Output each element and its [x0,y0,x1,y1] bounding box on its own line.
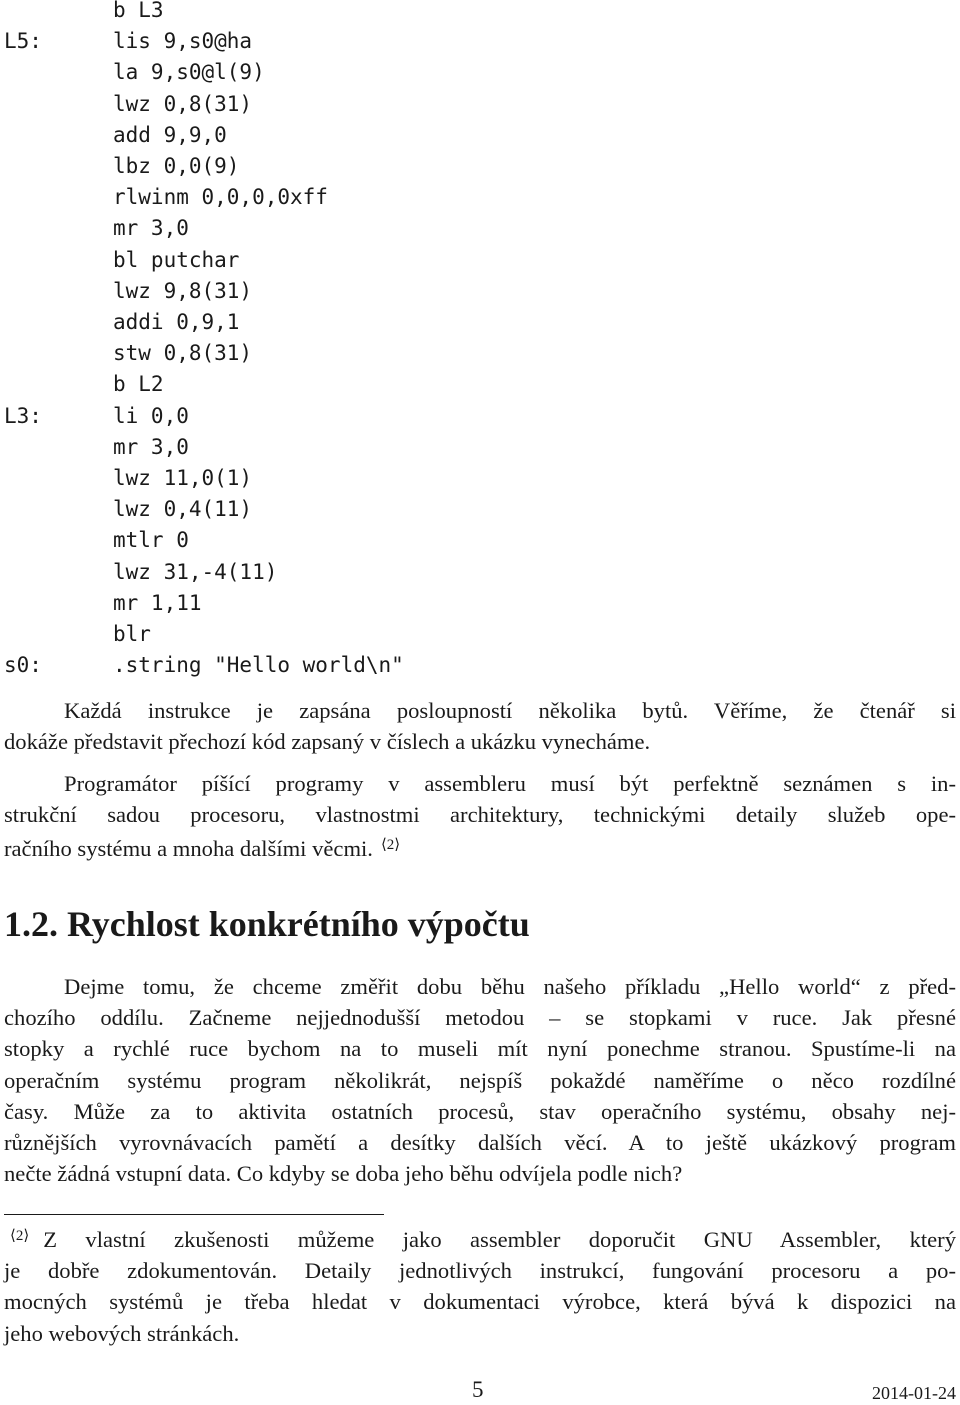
text-line: časy. Může za to aktivita ostatních procesů, stav operačního systému, obsahy nej- [4,1098,956,1124]
code-instruction: lwz 11,0(1) [113,466,253,490]
code-line [0,369,960,400]
code-instruction: b L3 [113,0,164,22]
text-line: Dejme tomu, že chceme změřit dobu běhu našeho příkladu „Hello world“ z před- [64,974,956,999]
code-label: s0: [4,653,42,678]
code-line [0,432,960,463]
code-line [0,557,960,588]
text-line [4,830,956,864]
code-instruction: lwz 0,8(31) [113,91,253,116]
code-line [0,57,960,88]
text-line: různějších vyrovnávacích pamětí a desítky dalších věcí. A to ještě ukázkový program [4,1130,956,1156]
code-line [0,245,960,276]
code-line [0,276,960,307]
code-line [0,588,960,619]
footnote-reference[interactable]: ⟨2⟩ [380,837,401,854]
text-line [4,1221,956,1255]
code-line [0,619,960,650]
code-instruction: mr 1,11 [113,590,202,615]
text-line: operačním systému program několikrát, nejspíš pokaždé naměříme o něco rozdílné [4,1067,956,1093]
code-instruction: lwz 9,8(31) [113,278,253,303]
code-instruction: la 9,s0@l(9) [113,60,265,85]
code-line [0,525,960,556]
code-instruction: add 9,9,0 [113,122,227,147]
code-instruction: blr [113,622,151,646]
code-instruction: lwz 31,-4(11) [113,559,278,584]
section-heading: 1.2. Rychlost konkrétního výpočtu [4,904,530,944]
code-instruction: mr 3,0 [113,434,189,459]
code-line [0,463,960,494]
code-line [0,338,960,369]
text-line: nečte žádná vstupní data. Co kdyby se doba jeho běhu odvíjela podle nich? [4,1161,683,1187]
code-instruction: rlwinm 0,0,0,0xff [113,185,328,210]
code-label: L5: [4,29,42,54]
code-line [0,151,960,182]
code-line [0,120,960,151]
text-line: stopky a rychlé ruce bychom na to museli mít nyní ponechme stranou. Spustíme-li na [4,1036,956,1062]
code-line [0,401,960,432]
text-line: jeho webových stránkách. [4,1320,240,1346]
footnote-marker: ⟨2⟩ [10,1228,30,1244]
code-instruction: stw 0,8(31) [113,341,253,366]
text-fragment: Z vlastní zkušenosti můžeme jako assembler doporučit GNU Assembler, který [43,1227,956,1252]
code-instruction: addi 0,9,1 [113,310,240,334]
code-line [0,307,960,338]
code-label: L3: [4,403,42,428]
code-line [0,650,960,681]
text-line: dokáže představit přechozí kód zapsaný v číslech a ukázku vynecháme. [4,729,651,755]
text-line: Programátor píšící programy v assembleru musí být perfektně seznámen s in- [64,771,956,796]
code-instruction: mr 3,0 [113,216,189,241]
code-line [0,213,960,244]
text-fragment: račního systému a mnoha dalšími věcmi. [4,836,373,862]
code-instruction: lis 9,s0@ha [113,29,253,54]
text-line: Každá instrukce je zapsána posloupností několika bytů. Věříme, že čtenář si [64,698,956,723]
code-instruction: bl putchar [113,247,240,272]
code-line [0,26,960,57]
code-instruction: lwz 0,4(11) [113,497,253,522]
paragraph-instruction-bytes [4,695,956,757]
text-line: chozího oddílu. Začneme nejjednodušší metodou – se stopkami v ruce. Jak přesné [4,1005,956,1031]
code-instruction: b L2 [113,372,164,397]
page-number: 5 [472,1377,484,1402]
code-instruction: li 0,0 [113,403,189,428]
code-line [0,494,960,525]
paragraph-measuring-time [4,971,956,1189]
code-instruction: lbz 0,0(9) [113,154,240,178]
code-line [0,89,960,120]
text-line: mocných systémů je třeba hledat v dokumentaci výrobce, která bývá k dispozici na [4,1289,956,1315]
text-line: je dobře zdokumentován. Detaily jednotlivých instrukcí, fungování procesoru a po- [4,1258,956,1284]
code-instruction: mtlr 0 [113,528,189,553]
footnote [4,1221,956,1349]
code-line [0,0,960,26]
footnote-divider [4,1214,384,1215]
code-instruction: .string "Hello world\n" [113,653,404,678]
page-date: 2014-01-24 [872,1383,956,1403]
paragraph-programmer-knowledge [4,768,956,865]
text-line: strukční sadou procesoru, vlastnostmi architektury, technickými detaily služeb ope- [4,802,956,828]
code-line [0,182,960,213]
